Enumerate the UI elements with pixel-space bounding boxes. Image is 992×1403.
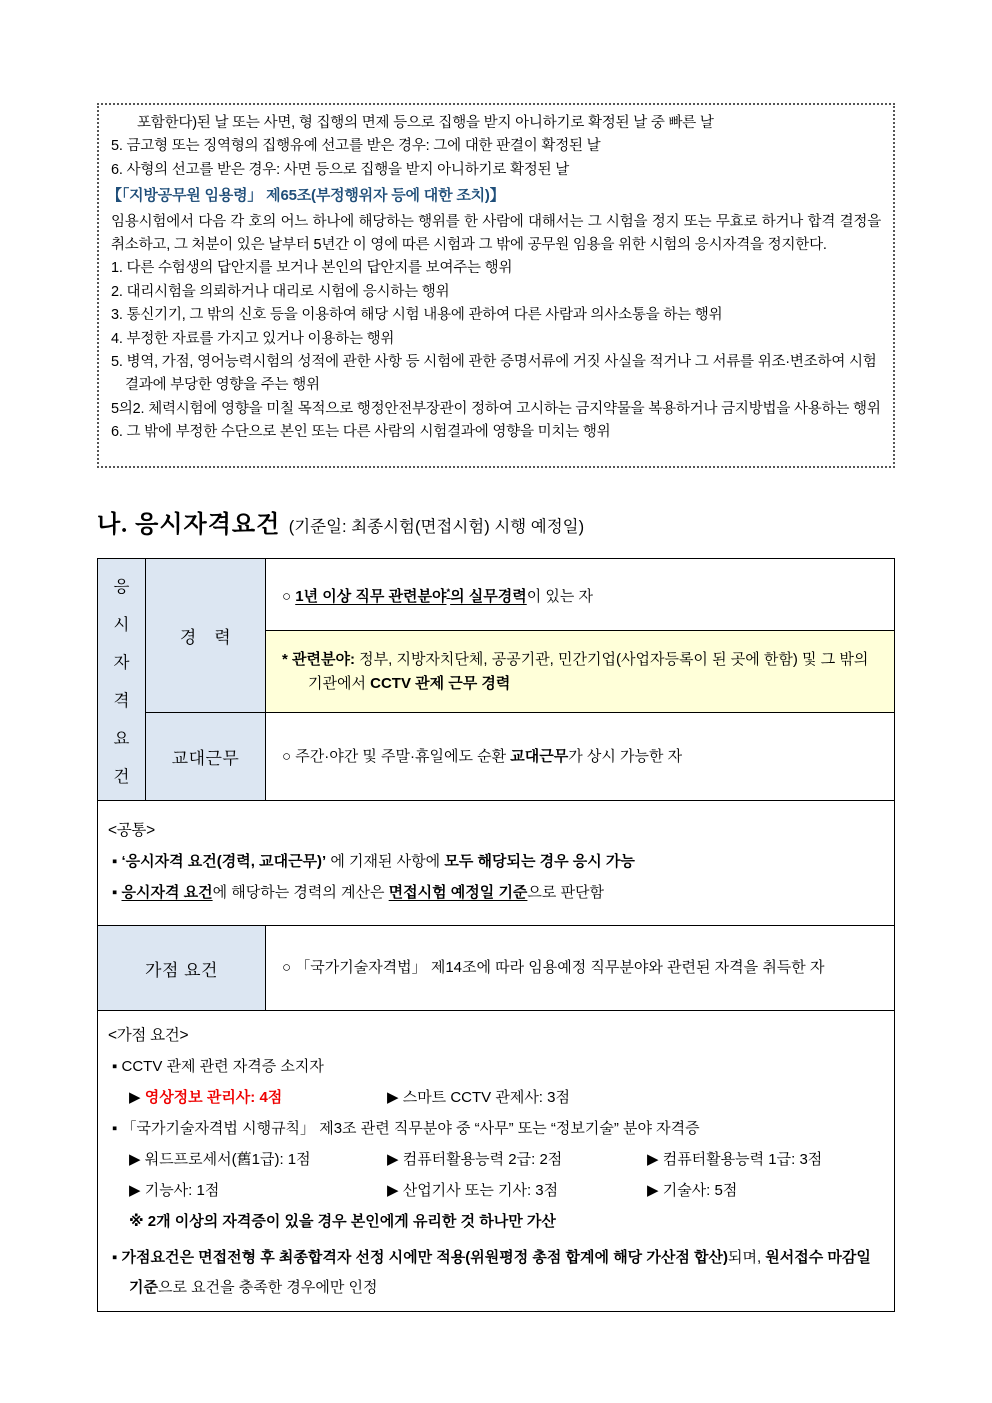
bonus-requirement-text: ○ 「국가기술자격법」 제14조에 따라 임용예정 직무분야와 관련된 자격을 취득한 자 [282, 959, 825, 976]
bonus-detail-cell [98, 1011, 895, 1312]
cert-points-row [129, 1087, 884, 1108]
common-title: <공통> [108, 821, 155, 839]
qual-points-row [129, 1149, 884, 1170]
qual-point-item: ▶ 산업기사 또는 기사: 3점 [387, 1182, 559, 1199]
vertical-header-text: 응 시 자 격 요 건 [113, 577, 130, 786]
legal-line: 6. 사형의 선고를 받은 경우: 사면 등으로 집행을 받지 아니하기로 확정된 날 [111, 161, 570, 178]
row-label-bonus: 가점 요건 [98, 926, 266, 1011]
common-bullet: ▪ ‘응시자격 요건(경력, 교대근무)’ 에 기재된 사항에 모두 해당되는 경우 응시 가능 [112, 852, 635, 870]
legal-line: 포함한다)된 날 또는 사면, 형 집행의 면제 등으로 집행을 받지 아니하기로 확정된 날 중 빠른 날 [137, 115, 714, 131]
legal-line: 5. 금고형 또는 징역형의 집행유예 선고를 받은 경우: 그에 대한 판결이 확정된 날 [111, 138, 601, 155]
career-requirement-cell [266, 559, 895, 631]
law-item: 5. 병역, 가점, 영어능력시험의 성적에 관한 사항 등 시험에 관한 증명서류에 거짓 사실을 적거나 그 서류를 위조·변조하여 시험결과에 부당한 영향을 주는 행위 [111, 354, 877, 394]
law-article-title: 【「지방공무원 임용령」 제65조(부정행위자 등에 대한 조치)】 [107, 187, 505, 205]
bonus-bullet-apply: ▪ 가점요건은 면접전형 후 최종합격자 선정 시에만 적용(위원평정 총점 합계에 해당 가산점 합산)되며, 원서접수 마감일 기준으로 요건을 충족한 경우에만 인정 [112, 1249, 871, 1296]
bonus-bullet-cctv: ▪ CCTV 관제 관련 자격증 소지자 [112, 1058, 324, 1075]
common-note-cell [98, 801, 895, 926]
vertical-header-cell [98, 559, 146, 801]
qual-point-item: ▶ 컴퓨터활용능력 2급: 2점 [387, 1151, 563, 1168]
row-label-shift: 교대근무 [146, 713, 266, 801]
section-subtitle: (기준일: 최종시험(면접시험) 시행 예정일) [288, 518, 585, 536]
shift-requirement-text: ○ 주간·야간 및 주말·휴일에도 순환 교대근무가 상시 가능한 자 [282, 747, 683, 765]
section-title: 나. 응시자격요건 [97, 512, 281, 538]
qual-point-item: ▶ 워드프로세서(舊1급): 1점 [129, 1151, 311, 1168]
qual-point-item: ▶ 기술사: 5점 [647, 1182, 738, 1199]
law-intro-paragraph: 임용시험에서 다음 각 호의 어느 하나에 해당하는 행위를 한 사람에 대해서는 그 시험을 정지 또는 무효로 하거나 합격 결정을 취소하고, 그 처분이 있은 날부터 5년간 이 영에 따른 시험과 그 밖에 공무원 임용을 위한 시험의 응시자격을 정지한다. [111, 213, 881, 254]
law-item: 2. 대리시험을 의뢰하거나 대리로 시험에 응시하는 행위 [111, 283, 450, 300]
bonus-bullet-natqual: ▪ 「국가기술자격법 시행규칙」 제3조 관련 직무분야 중 “사무” 또는 “정보기술” 분야 자격증 [112, 1120, 700, 1137]
law-item: 5의2. 체력시험에 영향을 미칠 목적으로 행정안전부장관이 정하여 고시하는 금지약물을 복용하거나 금지방법을 사용하는 행위 [111, 400, 881, 417]
law-item: 4. 부정한 자료를 가지고 있거나 이용하는 행위 [111, 330, 395, 347]
law-item: 1. 다른 수험생의 답안지를 보거나 본인의 답안지를 보여주는 행위 [111, 260, 513, 277]
career-note-cell [266, 631, 895, 713]
qual-point-item: ▶ 기능사: 1점 [129, 1182, 220, 1199]
row-label-career: 경 력 [146, 559, 266, 713]
common-bullet: ▪ 응시자격 요건에 해당하는 경력의 계산은 면접시험 예정일 기준으로 판단함 [112, 883, 605, 901]
bonus-requirement-cell [266, 926, 895, 1011]
bonus-note: ※ 2개 이상의 자격증이 있을 경우 본인에게 유리한 것 하나만 가산 [129, 1213, 556, 1230]
qual-points-row [129, 1180, 884, 1201]
eligibility-table [97, 558, 895, 1312]
career-note-text: * 관련분야: 정부, 지방자치단체, 공공기관, 민간기업(사업자등록이 된 곳에 한함) 및 그 밖의 기관에서 CCTV 관제 근무 경력 [282, 650, 869, 692]
career-requirement-text: ○ 1년 이상 직무 관련분야*의 실무경력이 있는 자 [282, 587, 594, 605]
shift-requirement-cell [266, 713, 895, 801]
section-heading [97, 504, 895, 539]
legal-notice-box [97, 103, 895, 468]
law-item: 3. 통신기기, 그 밖의 신호 등을 이용하여 해당 시험 내용에 관하여 다른 사람과 의사소통을 하는 행위 [111, 307, 723, 324]
law-item: 6. 그 밖에 부정한 수단으로 본인 또는 다른 사람의 시험결과에 영향을 미치는 행위 [111, 424, 611, 441]
cert-point-item: ▶ 스마트 CCTV 관제사: 3점 [387, 1089, 570, 1106]
cert-point-item: ▶ 영상정보 관리사: 4점 [129, 1089, 283, 1106]
qual-point-item: ▶ 컴퓨터활용능력 1급: 3점 [647, 1151, 823, 1168]
bonus-detail-title: <가점 요건> [108, 1027, 189, 1044]
